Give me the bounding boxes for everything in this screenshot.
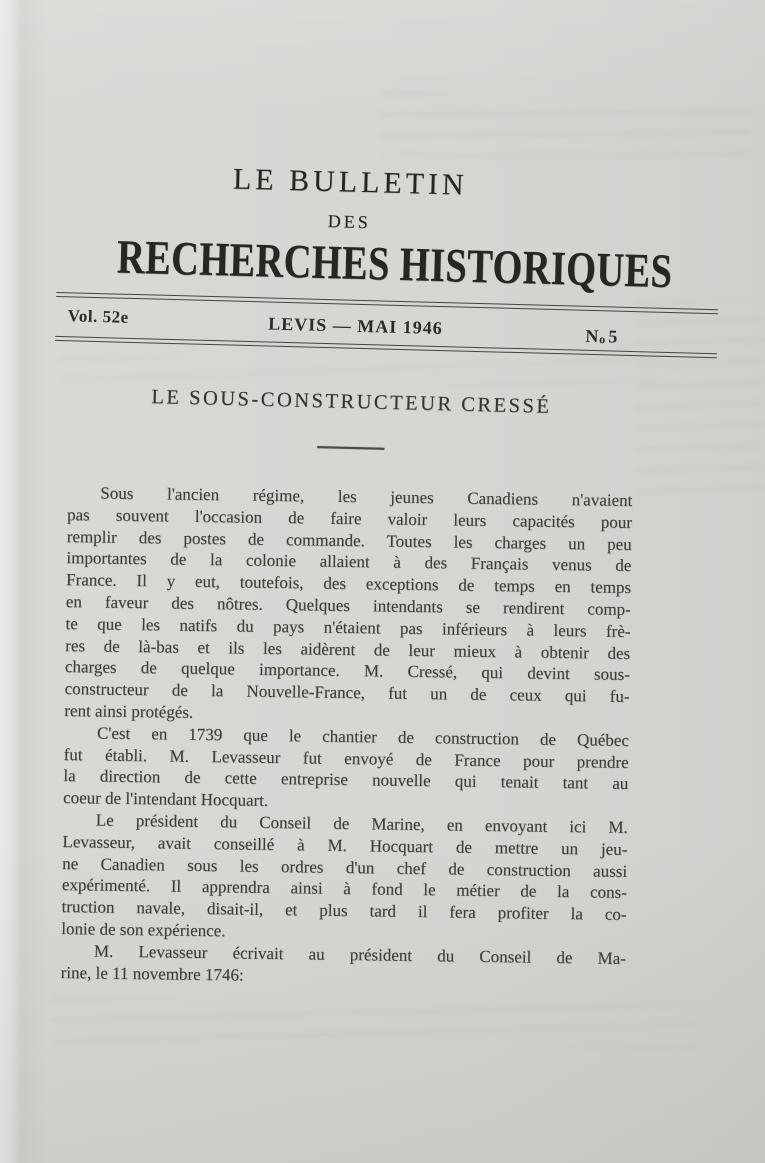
body-text-line: importantes de la colonie allaient à des Français venus de	[66, 548, 632, 576]
masthead	[35, 151, 745, 358]
body-text-line: France. Il y eut, toutefois, des exceptions de temps en temps	[66, 570, 632, 598]
body-text-line: Levasseur, avait conseillé à M. Hocquart de mettre un jeu-	[62, 831, 628, 859]
body-text-line: te que les natifs du pays n'étaient pas inférieurs à leurs frè-	[65, 613, 631, 641]
bulletin-title-line2: DES	[327, 211, 372, 233]
bulletin-title-line3: RECHERCHES HISTORIQUES	[116, 230, 674, 299]
body-text-line: expérimenté. Il apprendra ainsi à fond le métier de la cons-	[61, 875, 627, 903]
body-text-line: coeur de l'intendant Hocquart.	[62, 788, 269, 811]
body-text-line: pas souvent l'occasion de faire valoir leurs capacités pour	[66, 504, 633, 532]
masthead-title-block	[59, 152, 674, 299]
body-text-line: charges de quelque importance. M. Cressé, qui devint sous-	[64, 657, 631, 685]
body-text-line: constructeur de la Nouvelle-France, fut un de ceux qui fu-	[64, 679, 630, 707]
body-text-line: truction navale, disait-il, et plus tard il fera profiter la co-	[61, 897, 627, 925]
body-text-line: Sous l'ancien régime, les jeunes Canadiens n'avaient	[100, 483, 633, 510]
body-text-line: en faveur des nôtres. Quelques intendants se rendirent comp-	[65, 592, 631, 619]
body-text-line: remplir des postes de commande. Toutes les charges un peu	[66, 526, 632, 554]
issue-number-o: o	[599, 332, 606, 347]
issue-number-label	[585, 326, 618, 348]
ink-bleedthrough-smudge	[379, 91, 751, 165]
body-text-line: rent ainsi protégés.	[64, 701, 194, 722]
title-divider-rule	[317, 446, 384, 450]
body-text-line: lonie de son expérience.	[61, 918, 226, 941]
body-text-line: rine, le 11 novembre 1746:	[60, 962, 244, 985]
body-text-line: la direction de cette entreprise nouvelle qui tenait tant au	[63, 766, 629, 794]
body-text-line: C'est en 1739 que le chantier de construction de Québec	[96, 723, 630, 750]
place-date-label: LEVIS — MAI 1946	[268, 313, 444, 339]
issue-number-n: N	[585, 325, 599, 347]
body-text-line: M. Levasseur écrivait au président du Conseil de Ma-	[93, 941, 627, 968]
body-text-line: res de là-bas et ils les aidèrent de leur mieux à obtenir des	[65, 635, 631, 663]
article-body	[61, 482, 633, 991]
article-header	[61, 383, 640, 456]
body-text-line: Le président du Conseil de Marine, en envoyant ici M.	[95, 810, 628, 837]
article-title: LE SOUS-CONSTRUCTEUR CRESSÉ	[151, 386, 552, 418]
bulletin-title-line1: LE BULLETIN	[232, 162, 469, 202]
ink-bleedthrough-smudge	[60, 356, 660, 386]
body-text-line: fut établi. M. Levasseur fut envoyé de France pour prendre	[63, 744, 629, 772]
volume-label: Vol. 52e	[67, 306, 129, 327]
ink-bleedthrough-smudge	[50, 997, 700, 1050]
body-text-line: ne Canadien sous les ordres d'un chef de construction aussi	[62, 853, 628, 881]
issue-number-value: 5	[608, 326, 618, 347]
